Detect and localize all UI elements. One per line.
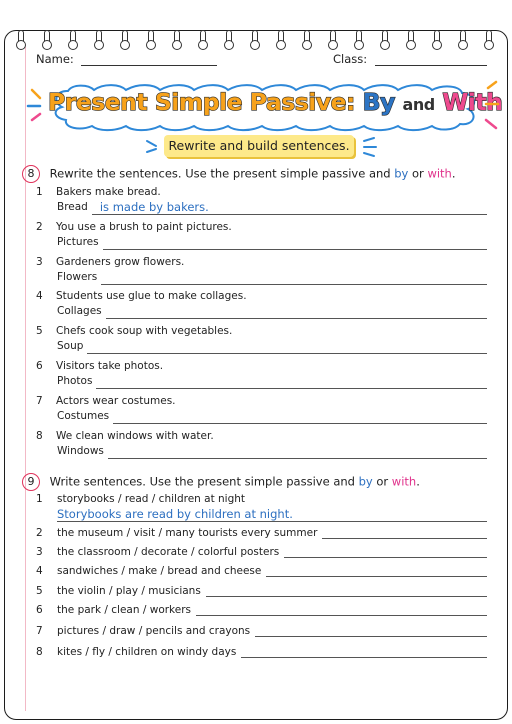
title-part3: and — [402, 95, 435, 114]
sentence-prompt: the park / clean / workers — [57, 604, 192, 616]
answer-stem: Collages — [57, 305, 102, 318]
answer-underline[interactable] — [106, 318, 487, 319]
spiral-ring-icon — [354, 30, 362, 50]
source-sentence: Bakers make bread. — [56, 186, 161, 198]
item-number: 2 — [36, 220, 43, 233]
sentence-prompt-row[interactable] — [36, 603, 488, 617]
answer-line[interactable] — [57, 445, 487, 459]
sentence-prompt-row[interactable] — [36, 584, 488, 598]
spiral-ring-icon — [432, 30, 440, 50]
answer-stem: Pictures — [57, 235, 99, 248]
item-number: 7 — [36, 625, 43, 637]
answer-underline[interactable] — [87, 353, 487, 354]
exercise-sentence — [36, 186, 161, 198]
sentence-prompt-row[interactable] — [36, 645, 488, 659]
source-sentence: We clean windows with water. — [56, 429, 214, 442]
answer-underline[interactable] — [103, 249, 487, 250]
sentence-prompt: the museum / visit / many tourists every summer — [57, 527, 318, 539]
exercise-sentence — [36, 256, 184, 268]
exercise-sentence — [36, 395, 176, 407]
item-number: 3 — [36, 546, 43, 558]
section-number-badge: 8 — [22, 165, 40, 183]
source-sentence: Students use glue to make collages. — [56, 290, 247, 303]
spiral-ring-icon — [328, 30, 336, 50]
answer-underline[interactable] — [322, 538, 487, 539]
spiral-ring-icon — [276, 30, 284, 50]
answer-underline[interactable] — [284, 557, 487, 558]
item-number: 3 — [36, 255, 43, 268]
source-sentence: Chefs cook soup with vegetables. — [56, 325, 233, 338]
spiral-ring-icon — [42, 30, 50, 50]
answer-underline[interactable] — [57, 521, 487, 522]
page-title — [48, 88, 503, 116]
sentence-prompt: kites / fly / children on windy days — [57, 646, 237, 658]
spiral-ring-icon — [172, 30, 180, 50]
sentence-prompt: pictures / draw / pencils and crayons — [57, 625, 251, 637]
answer-stem: Windows — [57, 444, 104, 457]
subtitle-left-dash-icon — [144, 137, 162, 157]
answer-underline[interactable] — [113, 423, 487, 424]
source-sentence: Actors wear costumes. — [56, 394, 176, 407]
sentence-prompt: storybooks / read / children at night — [57, 493, 246, 505]
exercise-sentence — [36, 290, 247, 302]
sentence-prompt: the violin / play / musicians — [57, 585, 201, 597]
source-sentence: You use a brush to paint pictures. — [56, 220, 232, 233]
item-number: 5 — [36, 585, 43, 597]
item-number: 5 — [36, 325, 43, 338]
example-answer: Storybooks are read by children at night. — [57, 507, 293, 521]
spiral-ring-icon — [224, 30, 232, 50]
answer-line[interactable] — [57, 236, 487, 250]
spiral-ring-icon — [406, 30, 414, 50]
title-part2: By — [362, 88, 395, 116]
answer-line[interactable] — [57, 271, 487, 285]
spiral-ring-icon — [94, 30, 102, 50]
spiral-ring-icon — [250, 30, 258, 50]
answer-stem: Soup — [57, 340, 84, 353]
answer-underline[interactable] — [92, 214, 487, 215]
name-label: Name: — [36, 52, 74, 66]
spiral-ring-icon — [146, 30, 154, 50]
source-sentence: Visitors take photos. — [56, 360, 164, 372]
title-part4: With — [442, 88, 503, 116]
item-number: 1 — [36, 493, 43, 505]
spiral-ring-icon — [380, 30, 388, 50]
spiral-ring-icon — [68, 30, 76, 50]
answer-underline[interactable] — [101, 284, 487, 285]
item-number: 2 — [36, 527, 43, 539]
example-answer: is made by bakers. — [99, 200, 209, 214]
sentence-prompt-row[interactable] — [36, 624, 488, 638]
name-field — [36, 52, 217, 66]
answer-line[interactable] — [57, 375, 487, 389]
answer-stem: Bread — [57, 201, 88, 213]
sentence-prompt-row[interactable] — [36, 526, 488, 540]
exercise-sentence — [36, 430, 214, 442]
exercise-sentence — [36, 360, 163, 372]
spiral-ring-icon — [16, 30, 24, 50]
class-field — [333, 52, 487, 66]
subtitle-banner: Rewrite and build sentences. — [164, 135, 354, 157]
sparkle-right-icon — [478, 80, 502, 136]
spiral-ring-icon — [120, 30, 128, 50]
spiral-ring-icon — [458, 30, 466, 50]
exercise-sentence — [36, 325, 232, 337]
spiral-ring-icon — [302, 30, 310, 50]
margin-line — [25, 47, 26, 711]
subtitle-right-dash-icon — [360, 136, 380, 158]
section-8-instruction: 8 Rewrite the sentences. Use the present simple passive and by or with. — [22, 165, 456, 183]
class-input-line[interactable] — [375, 55, 487, 66]
answer-line[interactable] — [57, 410, 487, 424]
answer-stem: Costumes — [57, 409, 110, 422]
answer-underline[interactable] — [108, 458, 487, 459]
exercise-sentence — [36, 221, 232, 233]
sentence-prompt: the classroom / decorate / colorful posters — [57, 546, 280, 558]
source-sentence: Gardeners grow flowers. — [56, 255, 185, 268]
answer-stem: Photos — [57, 375, 93, 387]
item-number: 7 — [36, 394, 43, 407]
answer-underline[interactable] — [206, 596, 487, 597]
answer-underline[interactable] — [266, 576, 487, 577]
section-9-instruction: 9 Write sentences. Use the present simple passive and by or with. — [22, 473, 420, 491]
item-number: 6 — [36, 604, 43, 616]
item-number: 8 — [36, 646, 43, 658]
sentence-prompt-row[interactable] — [36, 545, 488, 559]
answer-stem: Flowers — [57, 270, 98, 283]
spiral-ring-icon — [198, 30, 206, 50]
item-number: 4 — [36, 290, 43, 303]
title-banner — [48, 82, 503, 132]
answer-underline[interactable] — [255, 636, 487, 637]
item-number: 4 — [36, 565, 43, 577]
name-input-line[interactable] — [81, 55, 217, 66]
answer-line[interactable] — [57, 340, 487, 354]
item-number: 8 — [36, 429, 43, 442]
sentence-prompt: sandwiches / make / bread and cheese — [57, 565, 262, 577]
section-number-badge: 9 — [22, 473, 40, 491]
title-part1: Present Simple Passive: — [48, 88, 355, 116]
spiral-ring-icon — [484, 30, 492, 50]
answer-line[interactable] — [57, 201, 487, 215]
answer-underline[interactable] — [241, 657, 487, 658]
answer-line[interactable] — [57, 305, 487, 319]
sparkle-left-icon — [26, 80, 50, 130]
class-label: Class: — [333, 52, 368, 66]
sentence-prompt-row — [36, 492, 488, 506]
item-number: 6 — [36, 360, 43, 372]
answer-underline[interactable] — [196, 615, 487, 616]
answer-underline[interactable] — [96, 388, 487, 389]
sentence-prompt-row[interactable] — [36, 564, 488, 578]
item-number: 1 — [36, 186, 43, 198]
